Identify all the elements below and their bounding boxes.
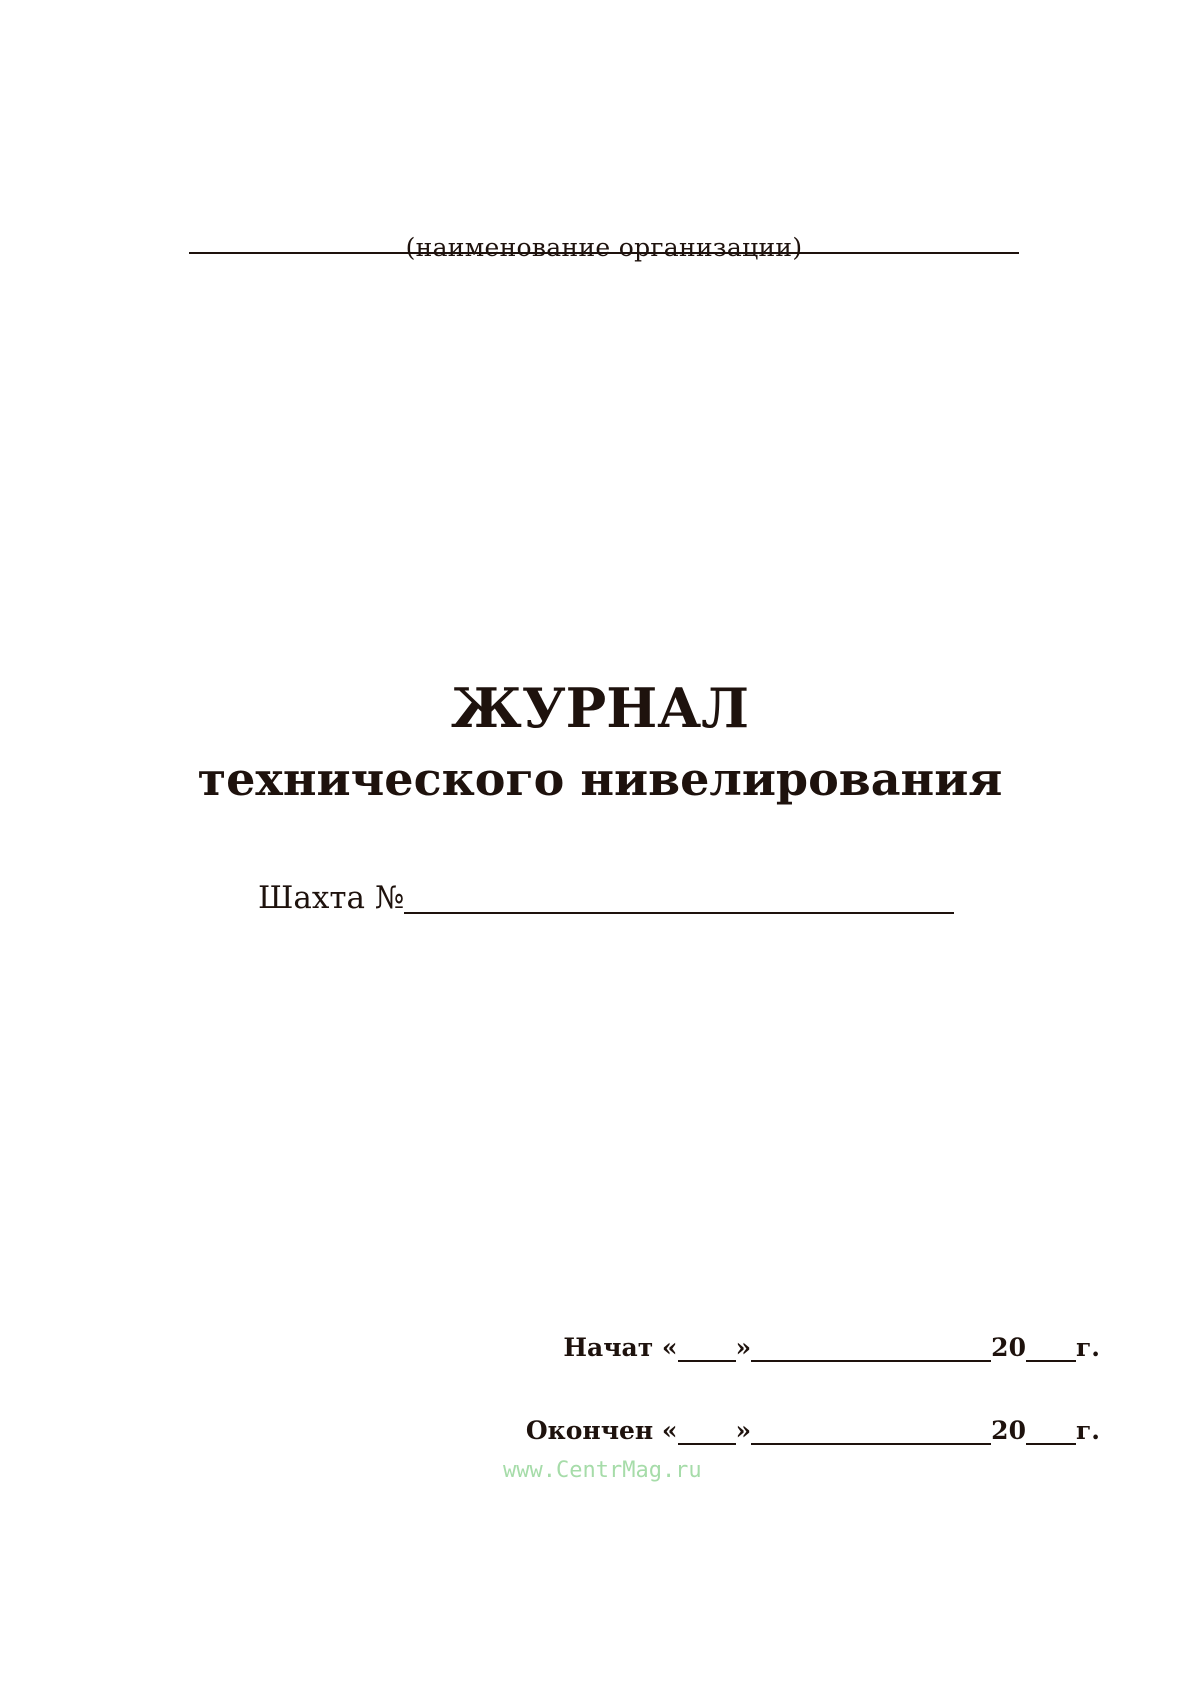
started-day-blank — [678, 1330, 736, 1362]
journal-subtitle: технического нивелирования — [197, 752, 1003, 806]
finished-quote-close: » — [735, 1416, 752, 1445]
finished-year-blank — [1026, 1413, 1076, 1445]
started-date-row — [563, 1328, 1100, 1368]
finished-date-row — [526, 1411, 1100, 1451]
finished-year-prefix: 20 — [991, 1416, 1026, 1445]
started-month-blank — [751, 1330, 991, 1362]
started-year-prefix: 20 — [991, 1333, 1026, 1362]
organization-caption: (наименование организации) — [405, 233, 803, 262]
started-label: Начат « — [563, 1333, 678, 1362]
started-year-suffix: г. — [1075, 1333, 1100, 1362]
finished-label: Окончен « — [525, 1416, 678, 1445]
started-year-blank — [1026, 1330, 1076, 1362]
finished-year-suffix: г. — [1075, 1416, 1100, 1445]
finished-month-blank — [751, 1413, 991, 1445]
mine-number-blank — [404, 880, 954, 914]
started-quote-close: » — [735, 1333, 752, 1362]
journal-title: ЖУРНАЛ — [450, 676, 750, 740]
mine-number-label: Шахта № — [258, 880, 405, 916]
finished-day-blank — [678, 1413, 736, 1445]
watermark: www.CentrMag.ru — [503, 1458, 702, 1483]
mine-number-row — [258, 878, 954, 918]
